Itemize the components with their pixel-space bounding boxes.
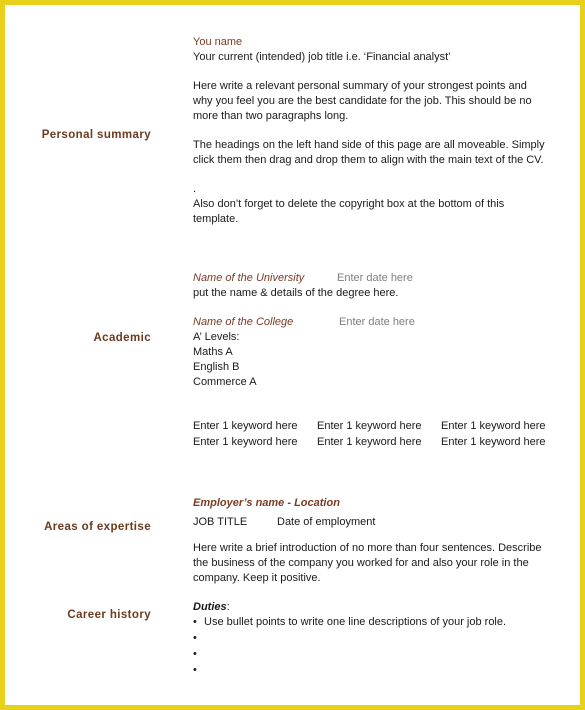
summary-paragraph-1[interactable]: Here write a relevant personal summary of your strongest points and why you feel you are the best candidate for the job. This should be no more than two paragraphs long. [193, 80, 532, 122]
career-job-title[interactable]: JOB TITLE [193, 516, 248, 528]
university-date[interactable]: Enter date here [337, 272, 413, 284]
heading-areas-of-expertise[interactable]: Areas of expertise [44, 521, 151, 533]
keyword-cell[interactable]: Enter 1 keyword here [193, 436, 298, 448]
career-intro[interactable]: Here write a brief introduction of no more than four sentences. Describe the business of the company you worked for and also your role in the company. Keep it positive. [193, 542, 542, 584]
heading-academic[interactable]: Academic [93, 332, 151, 344]
duty-bullet[interactable] [193, 615, 506, 630]
duty-bullet[interactable] [193, 631, 204, 646]
degree-details[interactable]: put the name & details of the degree here. [193, 287, 399, 299]
heading-career-history[interactable]: Career history [67, 609, 151, 621]
duties-label[interactable] [193, 600, 230, 615]
bullet-icon: • [193, 616, 197, 628]
bullet-icon: • [193, 632, 197, 644]
keyword-cell[interactable]: Enter 1 keyword here [441, 436, 546, 448]
keyword-cell[interactable]: Enter 1 keyword here [193, 420, 298, 432]
bullet-icon: • [193, 648, 197, 660]
duty-text: Use bullet points to write one line descriptions of your job role. [204, 616, 507, 628]
college-name[interactable]: Name of the College [193, 316, 294, 328]
duty-bullet[interactable] [193, 663, 204, 678]
subject-item[interactable]: English B [193, 361, 240, 373]
job-title[interactable]: Your current (intended) job title i.e. ‘Financial analyst’ [193, 51, 451, 63]
duty-bullet[interactable] [193, 647, 204, 662]
bullet-icon: • [193, 664, 197, 676]
keyword-cell[interactable]: Enter 1 keyword here [317, 420, 422, 432]
employer-name-location[interactable]: Employer’s name - Location [193, 497, 340, 509]
subject-item[interactable]: Maths A [193, 346, 233, 358]
duties-colon: : [226, 601, 230, 613]
summary-dot: . [193, 183, 197, 195]
college-date[interactable]: Enter date here [339, 316, 415, 328]
employment-date[interactable]: Date of employment [277, 516, 376, 528]
subject-item[interactable]: Commerce A [193, 376, 257, 388]
keyword-cell[interactable]: Enter 1 keyword here [441, 420, 546, 432]
summary-paragraph-3[interactable]: Also don’t forget to delete the copyright box at the bottom of this template. [193, 198, 505, 225]
university-name[interactable]: Name of the University [193, 272, 305, 284]
keyword-cell[interactable]: Enter 1 keyword here [317, 436, 422, 448]
summary-paragraph-2[interactable]: The headings on the left hand side of this page are all moveable. Simply click them then drag and drop them to align with the main text of the CV. [193, 139, 545, 166]
duties-label-text: Duties [193, 601, 227, 613]
candidate-name[interactable]: You name [193, 36, 243, 48]
heading-personal-summary[interactable]: Personal summary [41, 129, 151, 141]
a-levels-label[interactable]: A’ Levels: [193, 331, 240, 343]
